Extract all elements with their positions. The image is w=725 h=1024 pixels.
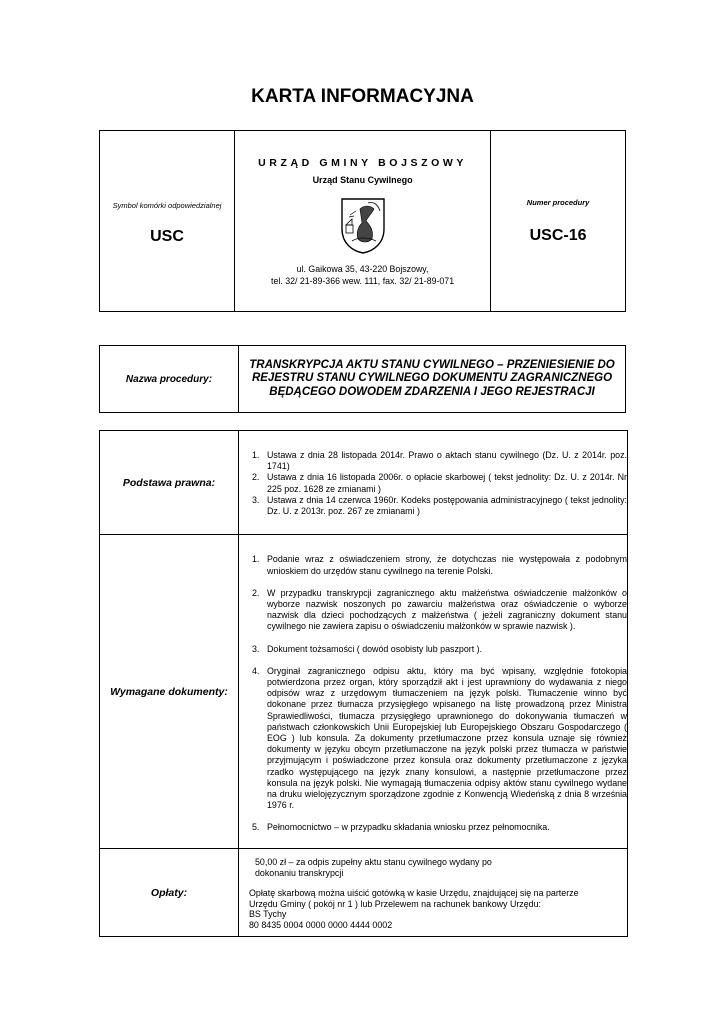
coat-of-arms-icon	[338, 195, 388, 255]
procedure-name-label: Nazwa procedury:	[100, 346, 239, 413]
institution-name: URZĄD GMINY BOJSZOWY	[258, 157, 468, 169]
required-documents-list	[243, 554, 627, 833]
fees-label: Opłaty:	[100, 849, 239, 937]
legal-basis-list	[243, 450, 627, 517]
bank-name: BS Tychy	[249, 909, 287, 919]
procedure-name-table	[99, 345, 626, 413]
responsible-unit-label: Symbol komórki odpowiedzialnej	[112, 200, 222, 210]
fee-payment-info: Opłatę skarbową można uiścić gotówką w kasie Urzędu, znajdującej się na parterze	[249, 888, 579, 898]
list-item: 4. Oryginał zagranicznego odpisu aktu, który ma być wpisany, względnie fotokopia potwierdzona przez organ, który sporządził akt i jest uprawniony do wydawania z niego odpisów wraz z urzędowym tłumaczeniem na język polski. Tłumaczenie winno być dokonane przez tłumacza przysięgłego wpisanego na listę prowadzoną przez Ministra Sprawiedliwości, tłumacza przysięgłego uprawnionego do dokonywania tłumaczeń w państwach członkowskich Unii Europejskiej lub Europejskiego Obszaru Gospodarczego ( EOG ) lub konsula. Za dokumenty przetłumaczone przez konsula uznaje się również dokumenty w języku obcym przetłumaczone na język polski przez tłumacza w państwie przyjmującym i poświadczone przez konsula oraz dokumenty przetłumaczone z języka rzadko występującego na język znany konsulowi, a następnie przetłumaczone przez konsula na język polski. Nie wymagają tłumaczenia odpisy aktów stanu cywilnego wydane na druku wielojęzycznym sporządzone zgodnie z Konwencją Wiedeńską z dnia 8 września 1976 r.	[252, 665, 627, 811]
fee-payment-info-cont: Urzędu Gminy ( pokój nr 1 ) lub Przelewem na rachunek bankowy Urzędu:	[249, 898, 542, 909]
required-documents-cell	[239, 535, 628, 849]
list-item: 2. Ustawa z dnia 16 listopada 2006r. o opłacie skarbowej ( tekst jednolity: Dz. U. z 2014r. Nr 225 poz. 1628 ze zmianami )	[252, 472, 627, 494]
procedure-number-label: Numer procedury	[526, 197, 590, 207]
responsible-unit-cell	[100, 131, 235, 312]
address-street: ul. Gaikowa 35, 43-220 Bojszowy,	[296, 264, 429, 274]
procedure-name: TRANSKRYPCJA AKTU STANU CYWILNEGO – PRZENIESIENIE DO REJESTRU STANU CYWILNEGO DOKUMENTU ZAGRANICZNEGO BĘDĄCEGO DOWODEM ZDARZENIA I JEGO REJESTRACJI	[239, 346, 626, 413]
bank-account-number: 80 8435 0004 0000 0000 4444 0002	[249, 919, 393, 930]
header-table	[99, 130, 626, 312]
list-item: 2. W przypadku transkrypcji zagranicznego aktu małżeństwa oświadczenie małżonków o wyborze nazwisk noszonych po zawarciu małżeństwa oraz oświadczenie o wyborze nazwisk dla dzieci pochodzących z małżeństwa ( jeżeli zagraniczny dokument stanu cywilnego nie zawiera zapisu o oświadczeniu małżonków w sprawie nazwisk ).	[252, 587, 627, 632]
list-item: 3. Ustawa z dnia 14 czerwca 1960r. Kodeks postępowania administracyjnego ( tekst jednolity: Dz. U. z 2013r. poz. 267 ze zmianami )	[252, 494, 627, 516]
fee-amount: 50,00 zł – za odpis zupełny aktu stanu cywilnego wydany po	[255, 857, 492, 867]
list-item: 5. Pełnomocnictwo – w przypadku składania wniosku przez pełnomocnika.	[252, 822, 550, 833]
required-documents-label: Wymagane dokumenty:	[100, 535, 239, 849]
department-name: Urząd Stanu Cywilnego	[312, 175, 413, 185]
procedure-number: USC-16	[529, 226, 587, 244]
list-item: 3. Dokument tożsamości ( dowód osobisty lub paszport ).	[252, 643, 483, 654]
responsible-unit-code: USC	[150, 227, 184, 245]
legal-basis-cell	[239, 431, 628, 535]
address-phone: tel. 32/ 21-89-366 wew. 111, fax. 32/ 21-89-071	[271, 276, 455, 286]
page-title: KARTA INFORMACYJNA	[251, 86, 474, 107]
list-item: 1. Ustawa z dnia 28 listopada 2014r. Prawo o aktach stanu cywilnego (Dz. U. z 2014r. poz. 1741)	[252, 449, 627, 472]
legal-basis-label: Podstawa prawna:	[100, 431, 239, 535]
list-item: 1. Podanie wraz z oświadczeniem strony, że dotychczas nie występowała z podobnym wnioskiem do urzędów stanu cywilnego na terenie Polski.	[252, 554, 627, 576]
procedure-details-table	[99, 430, 628, 937]
fees-cell	[239, 849, 628, 937]
procedure-number-cell	[491, 131, 626, 312]
institution-cell	[235, 131, 491, 312]
fee-amount-cont: dokonaniu transkrypcji	[255, 867, 344, 878]
